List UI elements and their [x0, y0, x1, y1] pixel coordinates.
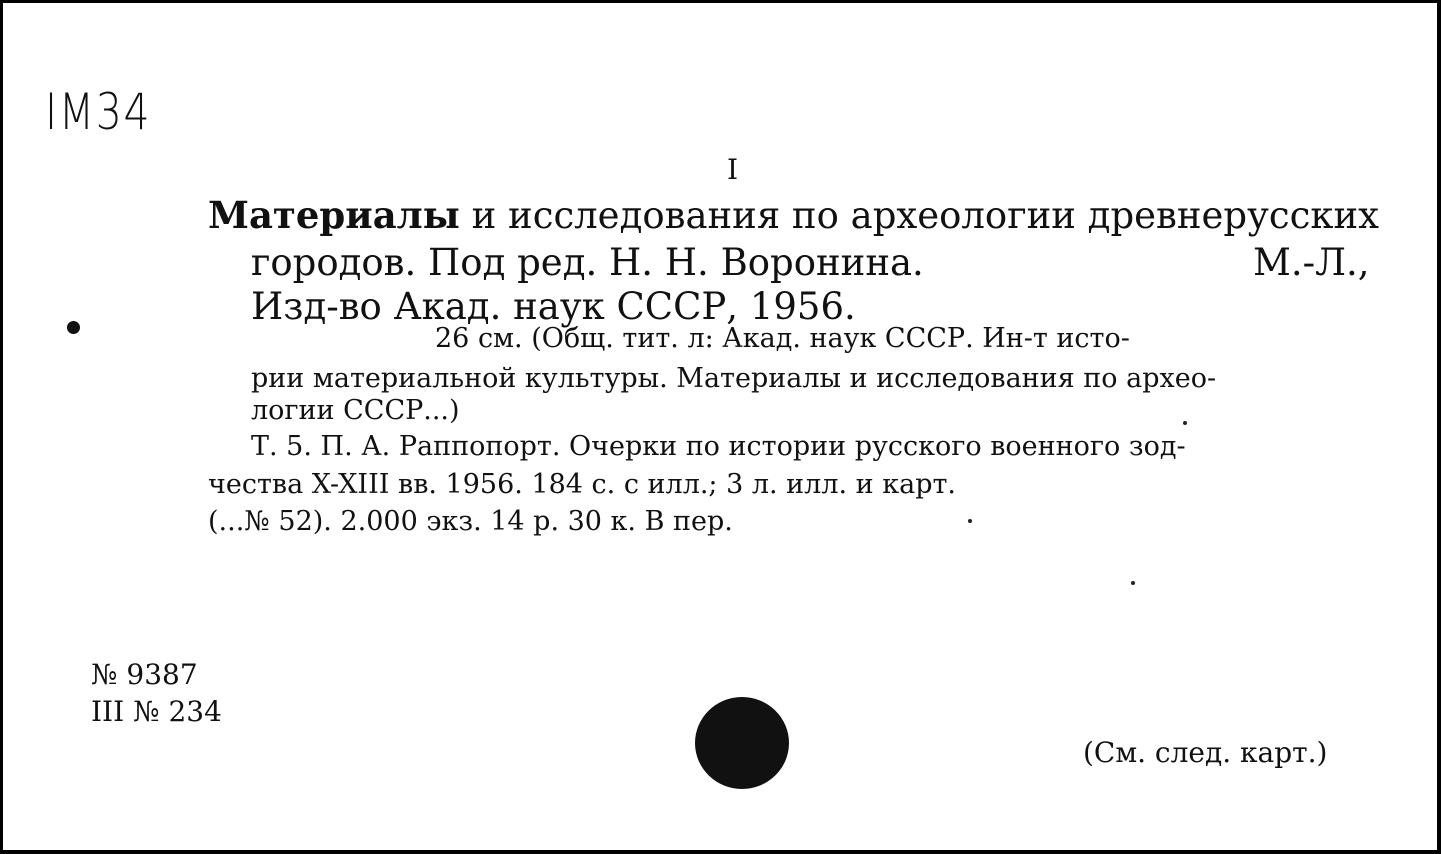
note-line-3: логии СССР...) [251, 395, 460, 426]
punch-hole [695, 697, 789, 789]
editor-text: городов. Под ред. Н. Н. Воронина. [251, 241, 924, 284]
ink-speck [1131, 581, 1135, 585]
handwritten-shelfmark: IМ34 [45, 83, 152, 141]
note-line-6: (...№ 52). 2.000 экз. 14 р. 30 к. В пер. [208, 506, 733, 537]
title-line [208, 193, 1379, 237]
ink-speck [1183, 421, 1187, 425]
volume-mark: I [727, 153, 739, 186]
ink-speck [968, 519, 972, 523]
note-line-4: Т. 5. П. А. Раппопорт. Очерки по истории русского военного зод- [251, 431, 1186, 462]
note-line-1: 26 см. (Общ. тит. л: Акад. наук СССР. Ин-т исто- [435, 323, 1130, 354]
publisher-place: М.-Л., [1253, 241, 1370, 284]
note-line-5: чества X-XIII вв. 1956. 184 с. с илл.; 3 л. илл. и карт. [208, 469, 956, 500]
continued-note: (См. след. карт.) [1083, 736, 1328, 769]
bullet-mark [67, 321, 80, 334]
title-lead: Материалы [208, 193, 460, 237]
note-line-2: рии материальной культуры. Материалы и исследования по архео- [251, 363, 1217, 394]
editor-line [251, 241, 1370, 284]
accession-number: № 9387 [91, 658, 198, 691]
title-rest: и исследования по археологии древнерусских [459, 194, 1379, 237]
inventory-number: III № 234 [91, 695, 222, 728]
publisher-line: Изд-во Акад. наук СССР, 1956. [251, 285, 856, 328]
